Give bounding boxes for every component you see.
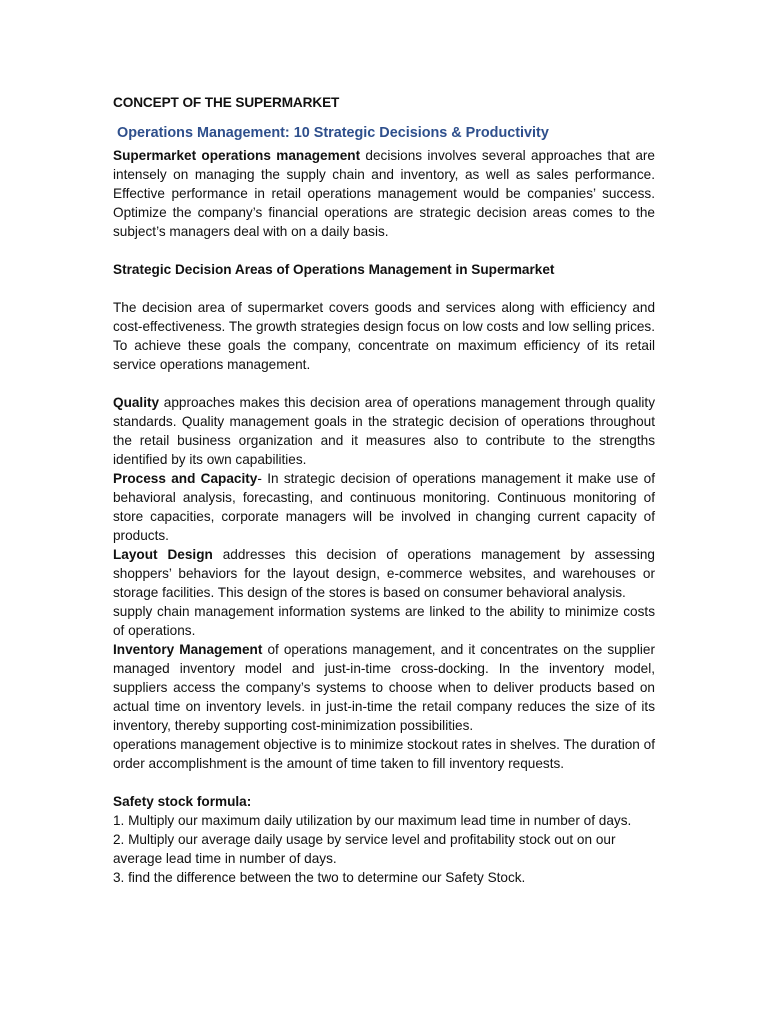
spacer [113, 241, 655, 260]
document-subtitle: Operations Management: 10 Strategic Decisions & Productivity [117, 125, 549, 141]
spacer [113, 374, 655, 393]
safety-stock-step-2: 2. Multiply our average daily usage by service level and profitability stock out on our average lead time in number of days. [113, 832, 616, 866]
intro-text: decisions involves several approaches that are intensely on managing the supply chain and inventory, as well as sales performance. Effective performance in retail operations management would be companies’ success. Optimize the company’s financial operations are strategic decision areas comes to the subject’s managers deal with on a daily basis. [113, 148, 655, 239]
spacer [113, 279, 655, 298]
layout-lead: Layout Design [113, 547, 213, 562]
safety-stock-step-3: 3. find the difference between the two to determine our Safety Stock. [113, 870, 526, 885]
document-body [113, 93, 655, 887]
inventory-text: of operations management, and it concentrates on the supplier managed inventory model and just-in-time cross-docking. In the inventory model, suppliers access the company’s systems to choose when to deliver products based on actual time on inventory levels. in just-in-time the retail company reduces the size of its inventory, thereby supporting cost-minimization possibilities. [113, 642, 655, 733]
layout-text: addresses this decision of operations management by assessing shoppers’ behaviors for the layout design, e-commerce websites, and warehouses or storage facilities. This design of the stores is based on consumer behavioral analysis. [113, 547, 655, 600]
quality-lead: Quality [113, 395, 160, 410]
inventory-paragraph [113, 640, 655, 735]
inventory-lead: Inventory Management [113, 642, 263, 657]
objective-paragraph: operations management objective is to minimize stockout rates in shelves. The duration of order accomplishment is the amount of time taken to fill inventory requests. [113, 737, 655, 771]
supply-chain-paragraph: supply chain management information systems are linked to the ability to minimize costs of operations. [113, 604, 655, 638]
decision-area-paragraph: The decision area of supermarket covers goods and services along with efficiency and cost-effectiveness. The growth strategies design focus on low costs and low selling prices. To achieve these goals the company, concentrate on maximum efficiency of its retail service operations management. [113, 300, 656, 372]
quality-paragraph [113, 393, 655, 469]
process-paragraph [113, 469, 655, 545]
layout-paragraph [113, 545, 655, 602]
spacer [113, 773, 655, 792]
intro-lead: Supermarket operations management [113, 148, 361, 163]
intro-paragraph [113, 146, 655, 241]
quality-text: approaches makes this decision area of operations management through quality standards. Quality management goals in the strategic decision of operations throughout the retail business organization and it measures also to contribute to the strengths identified by its own capabilities. [113, 395, 655, 467]
safety-stock-heading: Safety stock formula: [113, 794, 252, 809]
process-text: - In strategic decision of operations management it make use of behavioral analysis, forecasting, and continuous monitoring. Continuous monitoring of store capacities, corporate managers will be involved in changing current capacity of products. [113, 471, 655, 543]
document-title: CONCEPT OF THE SUPERMARKET [113, 95, 340, 110]
process-lead: Process and Capacity [113, 471, 258, 486]
section-heading: Strategic Decision Areas of Operations Management in Supermarket [113, 262, 555, 277]
safety-stock-step-1: 1. Multiply our maximum daily utilization by our maximum lead time in number of days. [113, 813, 632, 828]
